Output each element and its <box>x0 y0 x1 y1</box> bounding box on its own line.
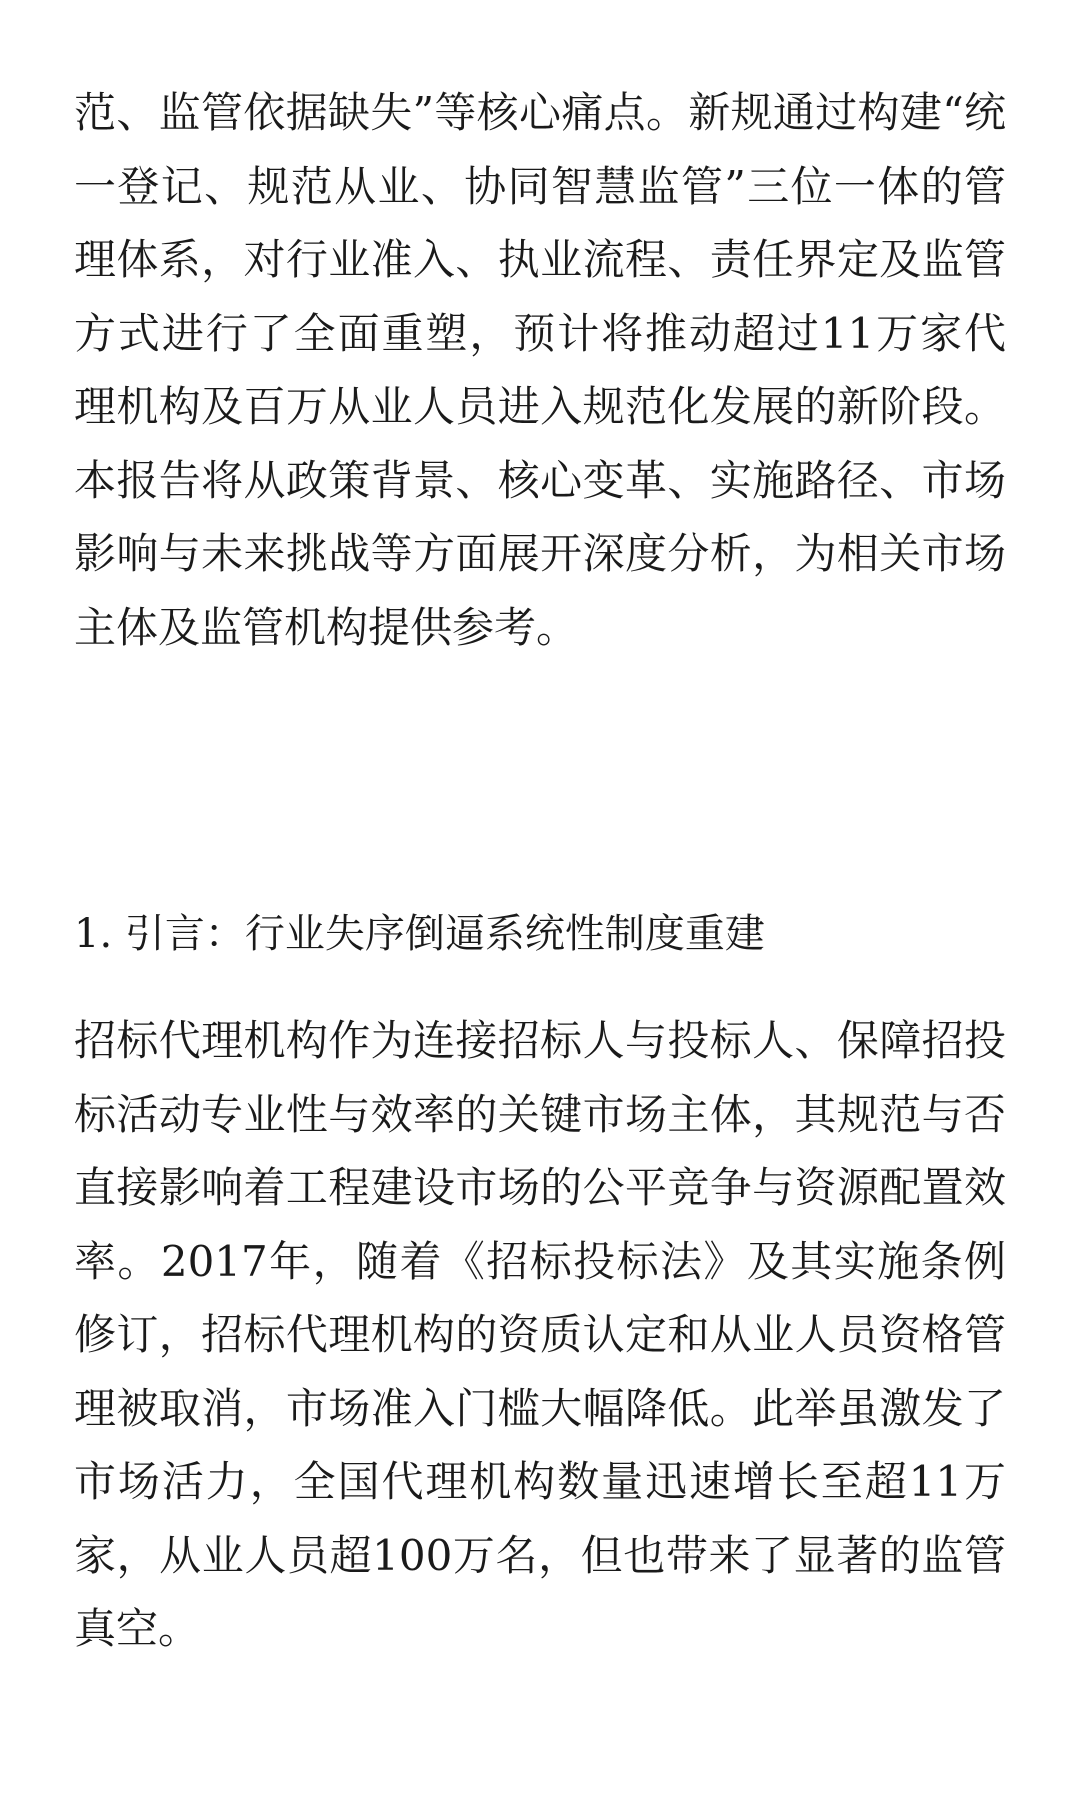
section-heading: 1. 引言：行业失序倒逼系统性制度重建 <box>74 911 765 957</box>
section-paragraph: 招标代理机构作为连接招标人与投标人、保障招投标活动专业性与效率的关键市场主体，其规范与否直接影响着工程建设市场的公平竞争与资源配置效率。2017年，随着《招标投标法》及其实施条例修订，招标代理机构的资质认定和从业人员资格管理被取消，市场准入门槛大幅降低。此举虽激发了市场活力，全国代理机构数量迅速增长至超11万家，从业人员超100万名，但也带来了显著的监管真空。 <box>74 1016 1006 1653</box>
intro-paragraph: 范、监管依据缺失”等核心痛点。新规通过构建“统一登记、规范从业、协同智慧监管”三位一体的管理体系，对行业准入、执业流程、责任界定及监管方式进行了全面重塑，预计将推动超过11万家代理机构及百万从业人员进入规范化发展的新阶段。本报告将从政策背景、核心变革、实施路径、市场影响与未来挑战等方面展开深度分析，为相关市场主体及监管机构提供参考。 <box>74 88 1006 652</box>
